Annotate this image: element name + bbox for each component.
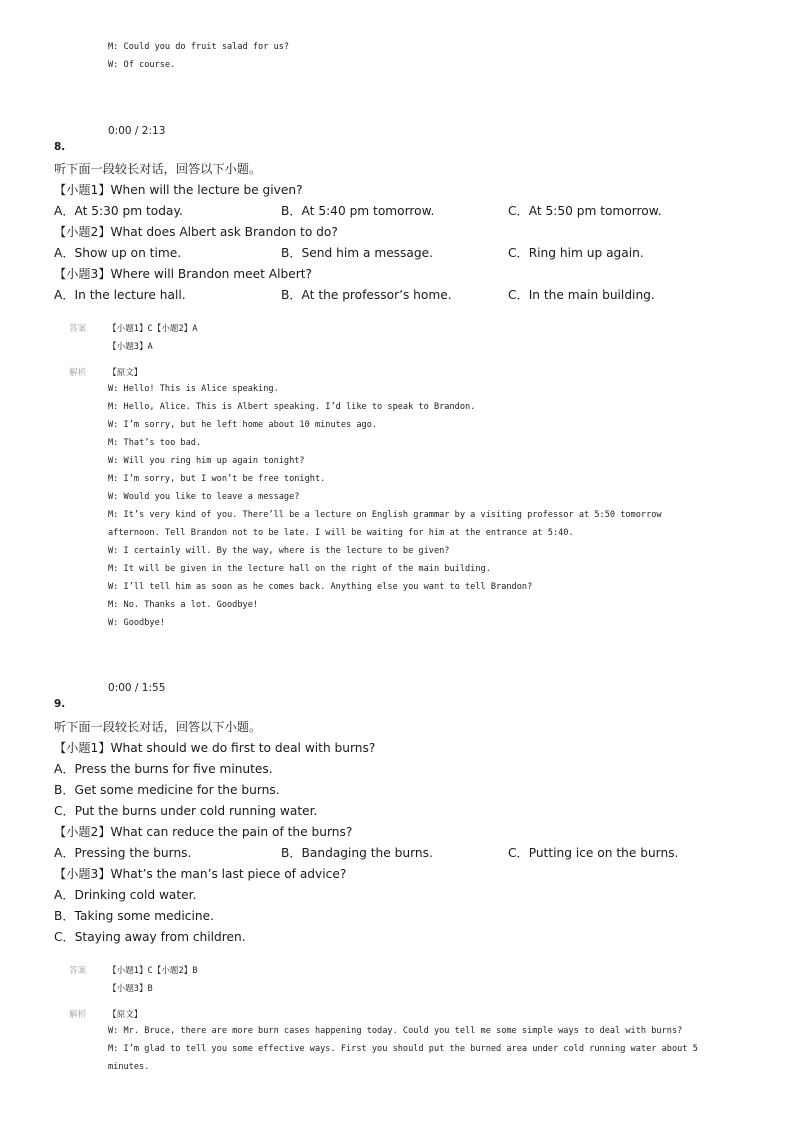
transcript-line: W: Would you like to leave a message?	[108, 492, 300, 502]
option-b: B．Get some medicine for the burns.	[54, 783, 280, 797]
sub-question-2: 【小题2】What can reduce the pain of the burns?	[54, 825, 353, 839]
transcript-line: W: I’m sorry, but he left home about 10 minutes ago.	[108, 420, 378, 430]
sub-question-3: 【小题3】Where will Brandon meet Albert?	[54, 267, 312, 281]
option-b: B．Send him a message.	[281, 246, 433, 260]
option-a: A．Pressing the burns.	[54, 846, 192, 860]
answer-line: 【小题3】A	[108, 342, 153, 352]
transcript-line: M: That’s too bad.	[108, 438, 202, 448]
option-b: B．Bandaging the burns.	[281, 846, 433, 860]
transcript-line: M: It’s very kind of you. There’ll be a lecture on English grammar by a visiting professor at 5:50 tomorrow	[108, 510, 662, 520]
option-c: C．At 5:50 pm tomorrow.	[508, 204, 662, 218]
transcript-line: W: Goodbye!	[108, 618, 165, 628]
transcript-line: M: I’m sorry, but I won’t be free tonight.	[108, 474, 326, 484]
option-a: A．Show up on time.	[54, 246, 182, 260]
dialogue-line: M: Could you do fruit salad for us?	[108, 42, 290, 52]
transcript-line: M: No. Thanks a lot. Goodbye!	[108, 600, 259, 610]
analysis-title: 【原文】	[108, 368, 143, 378]
option-b: B．Taking some medicine.	[54, 909, 214, 923]
option-c: C．In the main building.	[508, 288, 655, 302]
answer-line: 【小题1】C【小题2】A	[108, 324, 198, 334]
question-number: 8.	[54, 141, 66, 153]
option-c: C．Put the burns under cold running water.	[54, 804, 318, 818]
option-a: A．In the lecture hall.	[54, 288, 186, 302]
question-number: 9.	[54, 698, 66, 710]
option-b: B．At 5:40 pm tomorrow.	[281, 204, 435, 218]
option-b: B．At the professor’s home.	[281, 288, 452, 302]
transcript-line: W: I certainly will. By the way, where is the lecture to be given?	[108, 546, 450, 556]
question-instruction: 听下面一段较长对话，回答以下小题。	[54, 162, 262, 176]
question-instruction: 听下面一段较长对话，回答以下小题。	[54, 720, 262, 734]
transcript-line: M: I’m glad to tell you some effective ways. First you should put the burned area under cold running water about 5	[108, 1044, 698, 1054]
transcript-line: W: Hello! This is Alice speaking.	[108, 384, 279, 394]
transcript-line: minutes.	[108, 1062, 150, 1072]
analysis-title: 【原文】	[108, 1010, 143, 1020]
sub-question-3: 【小题3】What’s the man’s last piece of advice?	[54, 867, 347, 881]
option-a: A．At 5:30 pm today.	[54, 204, 183, 218]
transcript-line: M: It will be given in the lecture hall on the right of the main building.	[108, 564, 491, 574]
option-a: A．Press the burns for five minutes.	[54, 762, 273, 776]
audio-player-time[interactable]: 0:00 / 2:13	[108, 125, 166, 137]
option-c: C．Ring him up again.	[508, 246, 644, 260]
sub-question-1: 【小题1】What should we do first to deal with burns?	[54, 741, 376, 755]
transcript-line: M: Hello, Alice. This is Albert speaking. I’d like to speak to Brandon.	[108, 402, 476, 412]
answer-label: 答案	[69, 324, 87, 334]
transcript-line: W: I’ll tell him as soon as he comes back. Anything else you want to tell Brandon?	[108, 582, 533, 592]
audio-player-time[interactable]: 0:00 / 1:55	[108, 682, 166, 694]
option-a: A．Drinking cold water.	[54, 888, 197, 902]
transcript-line: afternoon. Tell Brandon not to be late. I will be waiting for him at the entrance at 5:40.	[108, 528, 574, 538]
transcript-line: W: Will you ring him up again tonight?	[108, 456, 305, 466]
option-c: C．Staying away from children.	[54, 930, 246, 944]
sub-question-2: 【小题2】What does Albert ask Brandon to do?	[54, 225, 338, 239]
analysis-label: 解析	[69, 1010, 87, 1020]
transcript-line: W: Mr. Bruce, there are more burn cases happening today. Could you tell me some simple ways to deal with burns?	[108, 1026, 683, 1036]
sub-question-1: 【小题1】When will the lecture be given?	[54, 183, 303, 197]
answer-line: 【小题3】B	[108, 984, 153, 994]
dialogue-line: W: Of course.	[108, 60, 176, 70]
answer-line: 【小题1】C【小题2】B	[108, 966, 198, 976]
option-c: C．Putting ice on the burns.	[508, 846, 679, 860]
answer-label: 答案	[69, 966, 87, 976]
analysis-label: 解析	[69, 368, 87, 378]
